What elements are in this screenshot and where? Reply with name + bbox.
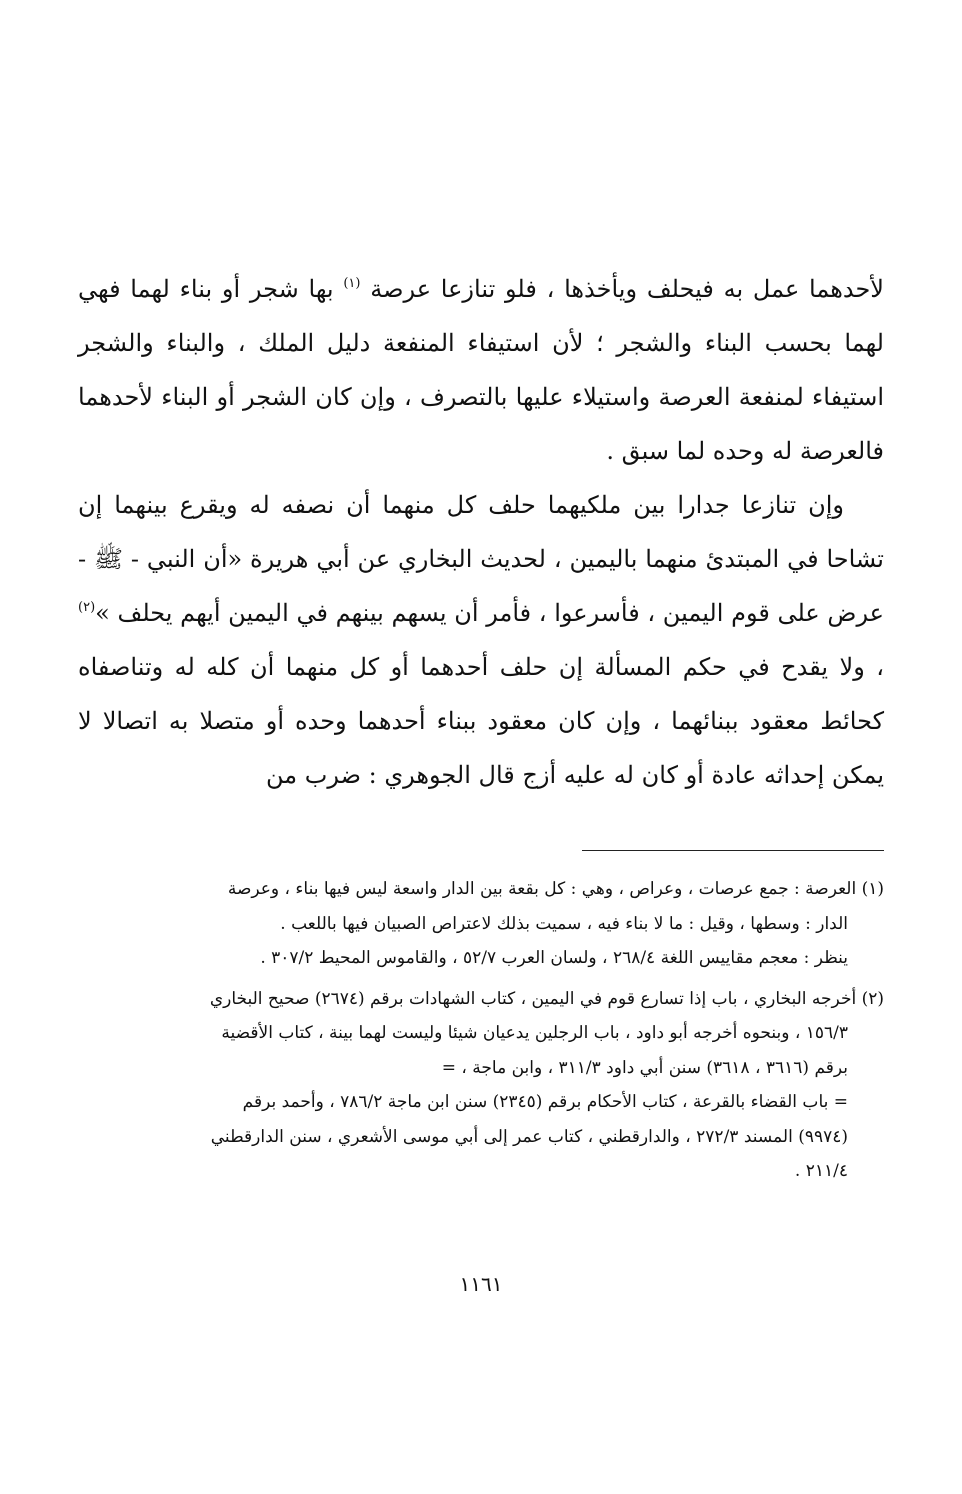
main-text xyxy=(78,262,884,802)
footnotes xyxy=(78,872,884,1189)
footnote-2-line-6: ٢١١/٤ . xyxy=(794,1161,848,1181)
footnote-2-line-4: = باب القضاء بالقرعة ، كتاب الأحكام برقم (٢٣٤٥) سنن ابن ماجة ٧٨٦/٢ ، وأحمد برقم xyxy=(242,1092,848,1112)
footnote-2 xyxy=(78,982,884,1189)
paragraph-2-text-a: وإن تنازعا جدارا بين ملكيهما حلف كل منهما أن نصفه له ويقرع بينهما إن تشاحا في المبتدئ منهما باليمين ، لحديث البخاري عن أبي هريرة «أن النبي - ﷺ - عرض على قوم اليمين ، فأسرعوا ، فأمر أن يسهم بينهم في اليمين أيهم يحلف » xyxy=(78,491,885,627)
footnote-2-line-3: برقم (٣٦١٦ ، ٣٦١٨) سنن أبي داود ٣١١/٣ ، وابن ماجة ، = xyxy=(441,1057,848,1078)
footnote-2-line-5: (٩٩٧٤) المسند ٢٧٢/٣ ، والدارقطني ، كتاب عمر إلى أبي موسى الأشعري ، سنن الدارقطني xyxy=(210,1126,848,1147)
paragraph-2 xyxy=(78,478,884,802)
paragraph-1-text-a: لأحدهما عمل به فيحلف ويأخذها ، فلو تنازعا عرصة xyxy=(360,275,884,303)
footnote-1 xyxy=(78,872,884,976)
paragraph-1 xyxy=(78,262,884,478)
footnote-1-line-3: ينظر : معجم مقاييس اللغة ٢٦٨/٤ ، ولسان العرب ٥٢/٧ ، والقاموس المحيط ٣٠٧/٢ . xyxy=(260,948,848,968)
footnote-1-line-2: الدار : وسطها ، وقيل : ما لا بناء فيه ، سميت بذلك لاعتراص الصبيان فيها باللعب . xyxy=(280,913,848,934)
footnote-2-line-2: ١٥٦/٣ ، وبنحوه أخرجه أبو داود ، باب الرجلين يدعيان شيئا وليست لهما بينة ، كتاب الأقضية xyxy=(221,1023,848,1043)
footnote-separator xyxy=(582,850,884,851)
paragraph-1-text-b: بها شجر أو بناء لهما فهي لهما بحسب البناء والشجر ؛ لأن استيفاء المنفعة دليل الملك ، والبناء والشجر استيفاء لمنفعة العرصة واستيلاء عليها بالتصرف ، وإن كان الشجر أو البناء لأحدهما فالعرصة له وحده لما سبق . xyxy=(78,275,884,465)
footnote-ref-1[interactable]: (١) xyxy=(343,276,361,291)
page-number: ١١٦١ xyxy=(459,1272,503,1296)
paragraph-2-text-b: ، ولا يقدح في حكم المسألة إن حلف أحدهما أو كل منهما أن كله له وتناصفاه كحائط معقود ببنائهما ، وإن كان معقود ببناء أحدهما وحده أو متصلا به اتصالا لا يمكن إحداثه عادة أو كان له عليه أزج قال الجوهري : ضرب من xyxy=(78,653,884,789)
footnote-2-line-1: (٢) أخرجه البخاري ، باب إذا تسارع قوم في اليمين ، كتاب الشهادات برقم (٢٦٧٤) صحيح البخاري xyxy=(209,988,884,1009)
footnote-ref-2[interactable]: (٢) xyxy=(78,600,96,615)
footnote-1-line-1: (١) العرصة : جمع عرصات ، وعراص ، وهي : كل بقعة بين الدار واسعة ليس فيها بناء ، وعرصة xyxy=(227,879,884,899)
